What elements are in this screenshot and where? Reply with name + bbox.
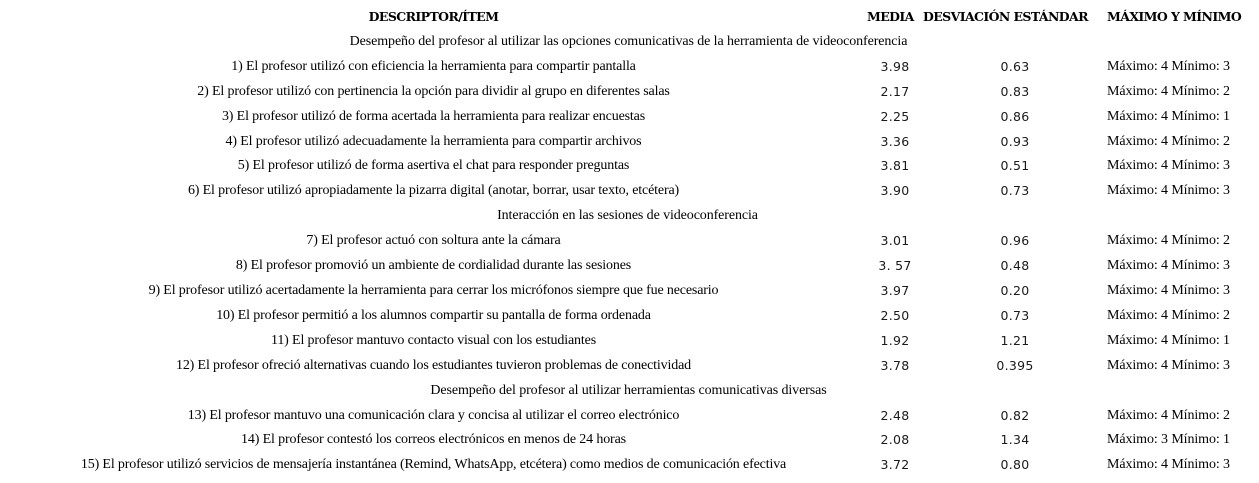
item-maxmin: Máximo: 4 Mínimo: 3 (1107, 282, 1230, 298)
section-title: Desempeño del profesor al utilizar las opciones comunicativas de la herramienta de videoconferencia (349, 33, 908, 49)
item-sd: 1.21 (1000, 332, 1030, 348)
item-sd: 0.82 (1000, 407, 1030, 423)
item-media: 3.01 (880, 233, 910, 249)
table-row (0, 254, 1259, 279)
item-maxmin: Máximo: 4 Mínimo: 1 (1107, 108, 1230, 124)
item-descriptor: 6) El profesor utilizó apropiadamente la pizarra digital (anotar, borrar, usar texto, etcétera) (187, 183, 680, 199)
item-descriptor: 5) El profesor utilizó de forma asertiva el chat para responder preguntas (237, 158, 630, 174)
item-media: 2.50 (880, 307, 910, 323)
table-row (0, 55, 1259, 80)
descriptive-statistics-table (0, 5, 1259, 478)
item-descriptor: 9) El profesor utilizó acertadamente la herramienta para cerrar los micrófonos siempre que fue necesario (148, 282, 719, 298)
item-sd: 0.63 (1000, 58, 1030, 74)
header-row (0, 5, 1259, 30)
item-sd: 0.51 (1000, 158, 1030, 174)
item-sd: 0.93 (1000, 133, 1030, 149)
item-descriptor: 4) El profesor utilizó adecuadamente la herramienta para compartir archivos (225, 133, 642, 149)
item-sd: 0.48 (1000, 258, 1030, 274)
item-media: 1.92 (880, 332, 910, 348)
section-title: Desempeño del profesor al utilizar herramientas comunicativas diversas (430, 382, 827, 398)
item-maxmin: Máximo: 4 Mínimo: 3 (1107, 158, 1230, 174)
table-row (0, 404, 1259, 429)
item-sd: 0.86 (1000, 108, 1030, 124)
item-media: 2.08 (880, 432, 910, 448)
table-row (0, 453, 1259, 478)
item-maxmin: Máximo: 4 Mínimo: 3 (1107, 183, 1230, 199)
section-row (0, 30, 1259, 55)
item-descriptor: 12) El profesor ofreció alternativas cuando los estudiantes tuvieron problemas de conectividad (175, 357, 691, 373)
table-row (0, 304, 1259, 329)
item-media: 3.36 (880, 133, 910, 149)
header-desviacion: DESVIACIÓN ESTÁNDAR (923, 9, 1088, 24)
table-row (0, 279, 1259, 304)
item-maxmin: Máximo: 4 Mínimo: 2 (1107, 83, 1230, 99)
item-media: 3.98 (880, 58, 910, 74)
table-row (0, 354, 1259, 379)
item-sd: 0.395 (996, 357, 1034, 373)
item-descriptor: 13) El profesor mantuvo una comunicación clara y concisa al utilizar el correo electrónico (187, 407, 680, 423)
item-maxmin: Máximo: 4 Mínimo: 2 (1107, 307, 1230, 323)
item-descriptor: 14) El profesor contestó los correos electrónicos en menos de 24 horas (241, 432, 626, 448)
item-media: 3.72 (880, 457, 910, 473)
item-media: 3. 57 (878, 258, 912, 274)
table-row (0, 130, 1259, 155)
item-descriptor: 10) El profesor permitió a los alumnos compartir su pantalla de forma ordenada (216, 307, 651, 323)
item-maxmin: Máximo: 4 Mínimo: 2 (1107, 233, 1230, 249)
item-maxmin: Máximo: 4 Mínimo: 3 (1107, 258, 1230, 274)
item-media: 2.17 (880, 83, 910, 99)
section-row (0, 379, 1259, 404)
item-sd: 0.73 (1000, 307, 1030, 323)
item-maxmin: Máximo: 4 Mínimo: 2 (1107, 133, 1230, 149)
item-media: 2.25 (880, 108, 910, 124)
item-media: 2.48 (880, 407, 910, 423)
header-maxmin: MÁXIMO Y MÍNIMO (1107, 9, 1242, 24)
item-descriptor: 7) El profesor actuó con soltura ante la cámara (306, 233, 561, 249)
section-row (0, 204, 1259, 229)
item-maxmin: Máximo: 4 Mínimo: 1 (1107, 332, 1230, 348)
item-sd: 1.34 (1000, 432, 1030, 448)
item-maxmin: Máximo: 4 Mínimo: 2 (1107, 407, 1230, 423)
item-media: 3.97 (880, 282, 910, 298)
header-descriptor: DESCRIPTOR/ÍTEM (368, 9, 499, 24)
item-descriptor: 2) El profesor utilizó con pertinencia la opción para dividir al grupo en diferentes salas (197, 83, 670, 99)
table-row (0, 179, 1259, 204)
item-descriptor: 1) El profesor utilizó con eficiencia la herramienta para compartir pantalla (231, 58, 636, 74)
item-sd: 0.73 (1000, 183, 1030, 199)
table-row (0, 229, 1259, 254)
item-maxmin: Máximo: 4 Mínimo: 3 (1107, 357, 1230, 373)
item-descriptor: 15) El profesor utilizó servicios de mensajería instantánea (Remind, WhatsApp, etcétera) como medios de comunicación efectiva (80, 457, 787, 473)
item-maxmin: Máximo: 4 Mínimo: 3 (1107, 58, 1230, 74)
table-row (0, 80, 1259, 105)
item-descriptor: 11) El profesor mantuvo contacto visual con los estudiantes (271, 332, 596, 348)
item-maxmin: Máximo: 3 Mínimo: 1 (1107, 432, 1230, 448)
header-media: MEDIA (867, 9, 914, 24)
item-sd: 0.80 (1000, 457, 1030, 473)
table-row (0, 428, 1259, 453)
section-title: Interacción en las sesiones de videoconferencia (497, 208, 758, 224)
item-maxmin: Máximo: 4 Mínimo: 3 (1107, 457, 1230, 473)
table-row (0, 154, 1259, 179)
item-descriptor: 3) El profesor utilizó de forma acertada la herramienta para realizar encuestas (221, 108, 646, 124)
item-sd: 0.20 (1000, 282, 1030, 298)
item-sd: 0.96 (1000, 233, 1030, 249)
item-sd: 0.83 (1000, 83, 1030, 99)
table-row (0, 329, 1259, 354)
item-media: 3.90 (880, 183, 910, 199)
item-media: 3.78 (880, 357, 910, 373)
table-row (0, 105, 1259, 130)
item-descriptor: 8) El profesor promovió un ambiente de cordialidad durante las sesiones (235, 258, 632, 274)
item-media: 3.81 (880, 158, 910, 174)
